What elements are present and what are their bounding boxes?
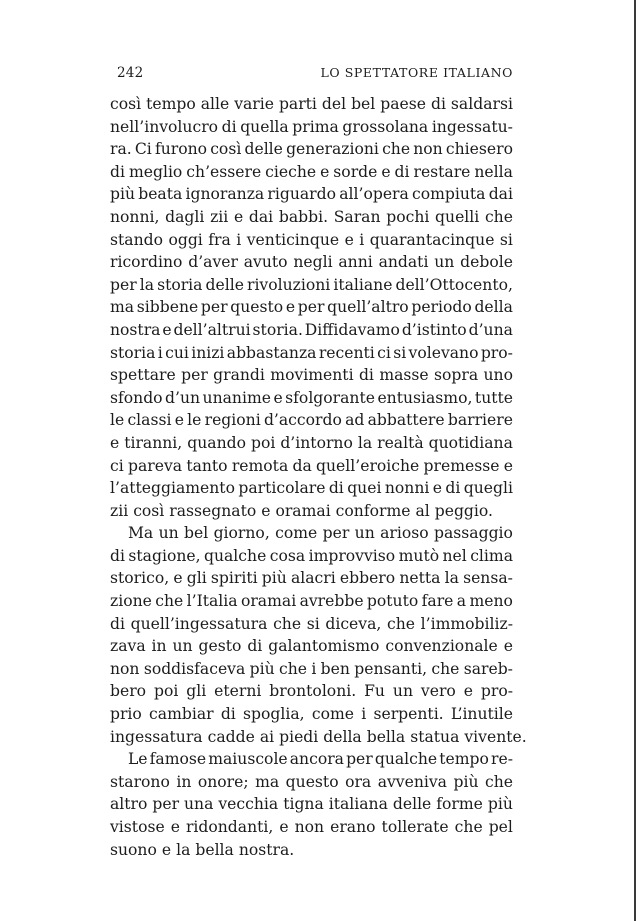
text-line: più beata ignoranza riguardo all’opera compiuta dai: [110, 185, 513, 204]
text-line: per la storia delle rivoluzioni italiane dell’Ottocento,: [110, 275, 513, 294]
text-line: spettare per grandi movimenti di masse sopra uno: [110, 366, 513, 385]
text-line: nonni, dagli zii e dai babbi. Saran pochi quelli che: [110, 207, 513, 226]
text-line: vistose e ridondanti, e non erano tollerate che pel: [110, 818, 513, 836]
text-line: ricordino d’aver avuto negli anni andati un debole: [110, 253, 513, 272]
text-line: zione che l’Italia oramai avrebbe potuto fare a meno: [110, 592, 513, 611]
text-line: nell’involucro di quella prima grossolana ingessatu-: [110, 117, 513, 136]
page-number: 242: [117, 65, 144, 81]
text-line: storia i cui inizi abbastanza recenti ci si volevano pro-: [110, 343, 513, 362]
text-line: le classi e le regioni d’accordo ad abbattere barriere: [110, 411, 513, 430]
text-line: non soddisfaceva più che i ben pensanti, che sareb-: [110, 659, 513, 678]
text-line: l’atteggiamento particolare di quei nonni e di quegli: [110, 479, 513, 498]
text-line: bero poi gli eterni brontoloni. Fu un vero e pro-: [110, 682, 513, 701]
text-line: stando oggi fra i venticinque e i quarantacinque si: [110, 230, 513, 249]
text-line: ma sibbene per questo e per quell’altro periodo della: [110, 298, 513, 317]
text-line: suono e la bella nostra.: [110, 840, 295, 859]
text-line: ingessatura cadde ai piedi della bella statua vivente.: [110, 727, 527, 746]
text-line: zava in un gesto di galantomismo convenzionale e: [110, 637, 513, 656]
text-line: sfondo d’un unanime e sfolgorante entusiasmo, tutte: [110, 388, 513, 407]
text-line: zii così rassegnato e oramai conforme al peggio.: [110, 501, 493, 520]
text-line: di quell’ingessatura che si diceva, che l’immobiliz-: [110, 614, 513, 633]
text-line: prio cambiar di spoglia, come i serpenti. L’inutile: [110, 705, 513, 724]
text-line: così tempo alle varie parti del bel paese di saldarsi: [110, 95, 513, 113]
running-title: LO SPETTATORE ITALIANO: [320, 65, 513, 80]
text-line: e tiranni, quando poi d’intorno la realtà quotidiana: [110, 433, 513, 452]
text-line: ci pareva tanto remota da quell’eroiche premesse e: [110, 456, 513, 475]
page-edge-line: [634, 0, 636, 921]
text-line: ra. Ci furono così delle generazioni che non chiesero: [110, 140, 513, 159]
page-header: [117, 65, 513, 87]
body-text: [110, 93, 527, 861]
text-line: altro per una vecchia tigna italiana delle forme più: [110, 795, 513, 814]
text-line: nostra e dell’altrui storia. Diffidavamo d’istinto d’una: [110, 320, 513, 339]
text-line: Ma un bel giorno, come per un arioso passaggio: [127, 524, 513, 543]
text-line: di stagione, qualche cosa improvviso mutò nel clima: [110, 546, 513, 565]
text-line: Le famose maiuscole ancora per qualche tempo re-: [127, 750, 513, 769]
text-line: di meglio ch’essere cieche e sorde e di restare nella: [110, 162, 513, 181]
text-line: storico, e gli spiriti più alacri ebbero netta la sensa-: [110, 569, 513, 588]
text-line: starono in onore; ma questo ora avveniva più che: [110, 772, 513, 791]
